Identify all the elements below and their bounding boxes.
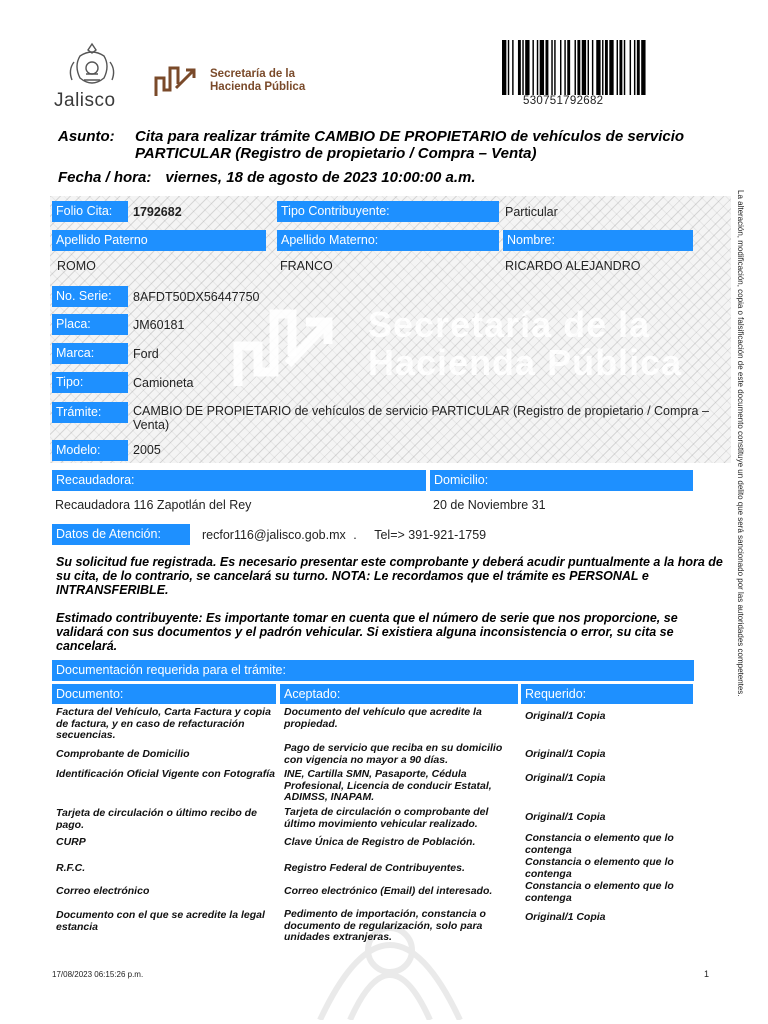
barcode-number: 530751792682 [523, 95, 604, 107]
barcode-bar [577, 40, 580, 95]
barcode-bar [619, 40, 622, 95]
jalisco-wordmark: Jalisco [54, 90, 116, 111]
barcode-bar [609, 40, 613, 95]
nombre-value: RICARDO ALEJANDRO [505, 259, 641, 273]
aviso-registro: Su solicitud fue registrada. Es necesario presentar este comprobante y deberá acudir puntualmente a la hora de su cita, de lo contrario, se cancelará su turno. NOTA: Le recordamos que el trámite es PERSONAL e INTRANSFERIBLE. [56, 555, 723, 597]
aceptado-cell: INE, Cartilla SMN, Pasaporte, Cédula Profesional, Licencia de conducir Estatal, ADIMSS, INAPAM. [284, 768, 492, 803]
barcode-bar [532, 40, 533, 95]
asunto-label: Asunto: [58, 128, 115, 145]
aceptado-cell: Documento del vehículo que acredite la propiedad. [284, 706, 482, 730]
placa-label: Placa: [52, 314, 128, 335]
documentacion-title: Documentación requerida para el trámite: [52, 660, 694, 681]
barcode-bar [634, 40, 635, 95]
barcode-bar [522, 40, 523, 95]
requerido-cell: Original/1 Copia [525, 772, 606, 784]
doc-cell: CURP [56, 836, 86, 848]
barcode-bar [525, 40, 529, 95]
fecha-value: viernes, 18 de agosto de 2023 10:00:00 a.m. [165, 169, 476, 186]
barcode-bar [560, 40, 561, 95]
doc-cell: Documento con el que se acredite la legal estancia [56, 909, 265, 933]
domicilio-label: Domicilio: [430, 470, 693, 491]
folio-value: 1792682 [133, 205, 182, 219]
barcode-bar [637, 40, 640, 95]
doc-cell: Tarjeta de circulación o último recibo de pago. [56, 807, 257, 831]
asunto-text: Cita para realizar trámite CAMBIO DE PROPIETARIO de vehículos de servicio PARTICULAR (Registro de propietario / Compra – Venta) [135, 128, 685, 162]
barcode-bar [540, 40, 544, 95]
barcode-bar [512, 40, 513, 95]
requerido-cell: Constancia o elemento que lo contenga [525, 832, 674, 856]
barcode-bar [630, 40, 631, 95]
watermark-logo-icon [228, 300, 338, 390]
modelo-label: Modelo: [52, 440, 128, 461]
domicilio-value: 20 de Noviembre 31 [433, 498, 546, 512]
barcode-bar [567, 40, 570, 95]
faint-crest-watermark-icon [200, 860, 580, 1020]
fecha-hora [58, 169, 476, 186]
watermark-text: Secretaría de la Hacienda Pública [368, 304, 683, 383]
barcode-bar [502, 40, 506, 95]
aceptado-cell: Pago de servicio que reciba en su domicilio con vigencia no mayor a 90 días. [284, 742, 503, 766]
tramite-value: CAMBIO DE PROPIETARIO de vehículos de servicio PARTICULAR (Registro de propietario / Compra – Venta) [133, 404, 709, 432]
barcode-bar [582, 40, 586, 95]
recaudadora-label: Recaudadora: [52, 470, 426, 491]
requerido-cell: Original/1 Copia [525, 748, 606, 760]
doc-cell: Factura del Vehículo, Carta Factura y copia de factura, y en caso de refacturación secuencias. [56, 706, 271, 741]
recaudadora-value: Recaudadora 116 Zapotlán del Rey [55, 498, 252, 512]
barcode-icon [502, 40, 712, 95]
col-requerido-header: Requerido: [521, 684, 693, 704]
folio-label: Folio Cita: [52, 201, 128, 222]
barcode-bar [575, 40, 576, 95]
aceptado-cell: Registro Federal de Contribuyentes. [284, 862, 465, 874]
barcode-bar [546, 40, 549, 95]
nombre-label: Nombre: [503, 230, 693, 251]
barcode-bar [551, 40, 552, 95]
barcode-bar [617, 40, 618, 95]
barcode-bar [564, 40, 565, 95]
requerido-cell: Constancia o elemento que lo contenga [525, 856, 674, 880]
modelo-value: 2005 [133, 443, 161, 457]
atencion-separator: . [353, 528, 357, 542]
page-number: 1 [704, 969, 710, 979]
doc-cell: Identificación Oficial Vigente con Fotografía [56, 768, 275, 780]
placa-value: JM60181 [133, 318, 185, 332]
col-aceptado-header: Aceptado: [280, 684, 518, 704]
hacienda-logo-icon [152, 62, 202, 98]
barcode-bar [605, 40, 608, 95]
aceptado-cell: Pedimento de importación, constancia o documento de regularización, solo para unidades extranjeras. [284, 908, 486, 943]
requerido-cell: Original/1 Copia [525, 811, 606, 823]
barcode-bar [592, 40, 593, 95]
tipo-vehiculo-value: Camioneta [133, 376, 194, 390]
requerido-cell: Original/1 Copia [525, 710, 606, 722]
barcode-bar [508, 40, 509, 95]
datos-atencion-label: Datos de Atención: [52, 524, 190, 545]
aceptado-cell: Clave Única de Registro de Población. [284, 836, 476, 848]
apellido-paterno-label: Apellido Paterno [52, 230, 266, 251]
fecha-label: Fecha / hora: [58, 169, 152, 186]
apellido-paterno-value: ROMO [57, 259, 96, 273]
apellido-materno-label: Apellido Materno: [277, 230, 499, 251]
apellido-materno-value: FRANCO [280, 259, 333, 273]
atencion-contact [202, 528, 486, 542]
atencion-tel: Tel=> 391-921-1759 [374, 528, 487, 542]
atencion-email[interactable]: recfor116@jalisco.gob.mx [202, 528, 346, 542]
doc-cell: R.F.C. [56, 862, 86, 874]
doc-cell: Comprobante de Domicilio [56, 748, 190, 760]
barcode-bar [518, 40, 521, 95]
barcode-bar [624, 40, 625, 95]
barcode-bar [537, 40, 538, 95]
aceptado-cell: Correo electrónico (Email) del interesado. [284, 885, 493, 897]
doc-cell: Correo electrónico [56, 885, 150, 897]
serie-label: No. Serie: [52, 286, 128, 307]
barcode-bar [554, 40, 555, 95]
serie-value: 8AFDT50DX56447750 [133, 290, 260, 304]
tipo-vehiculo-label: Tipo: [52, 372, 128, 393]
tipo-contribuyente-label: Tipo Contribuyente: [277, 201, 499, 222]
aceptado-cell: Tarjeta de circulación o comprobante del último movimiento vehicular realizado. [284, 806, 489, 830]
barcode-bar [602, 40, 603, 95]
barcode-bar [588, 40, 589, 95]
footer-datetime: 17/08/2023 06:15:26 p.m. [52, 970, 144, 979]
col-documento-header: Documento: [52, 684, 276, 704]
side-legal-note: La alteración, modificación, copia o falsificación de este documento constituye un delito que será sancionado por las autoridades competentes. [736, 190, 745, 697]
requerido-cell: Original/1 Copia [525, 911, 606, 923]
requerido-cell: Constancia o elemento que lo contenga [525, 880, 674, 904]
aviso-contribuyente: Estimado contribuyente: Es importante tomar en cuenta que el número de serie que nos proporcione, se validará con sus documentos y el padrón vehicular. Si existiera alguna inconsistencia o error, su cita se cancelará. [56, 611, 678, 653]
hacienda-wordmark: Secretaría de la Hacienda Pública [210, 68, 306, 93]
barcode-bar [641, 40, 645, 95]
tipo-contribuyente-value: Particular [505, 205, 558, 219]
barcode-bar [596, 40, 600, 95]
marca-label: Marca: [52, 343, 128, 364]
tramite-label: Trámite: [52, 402, 128, 423]
marca-value: Ford [133, 347, 159, 361]
